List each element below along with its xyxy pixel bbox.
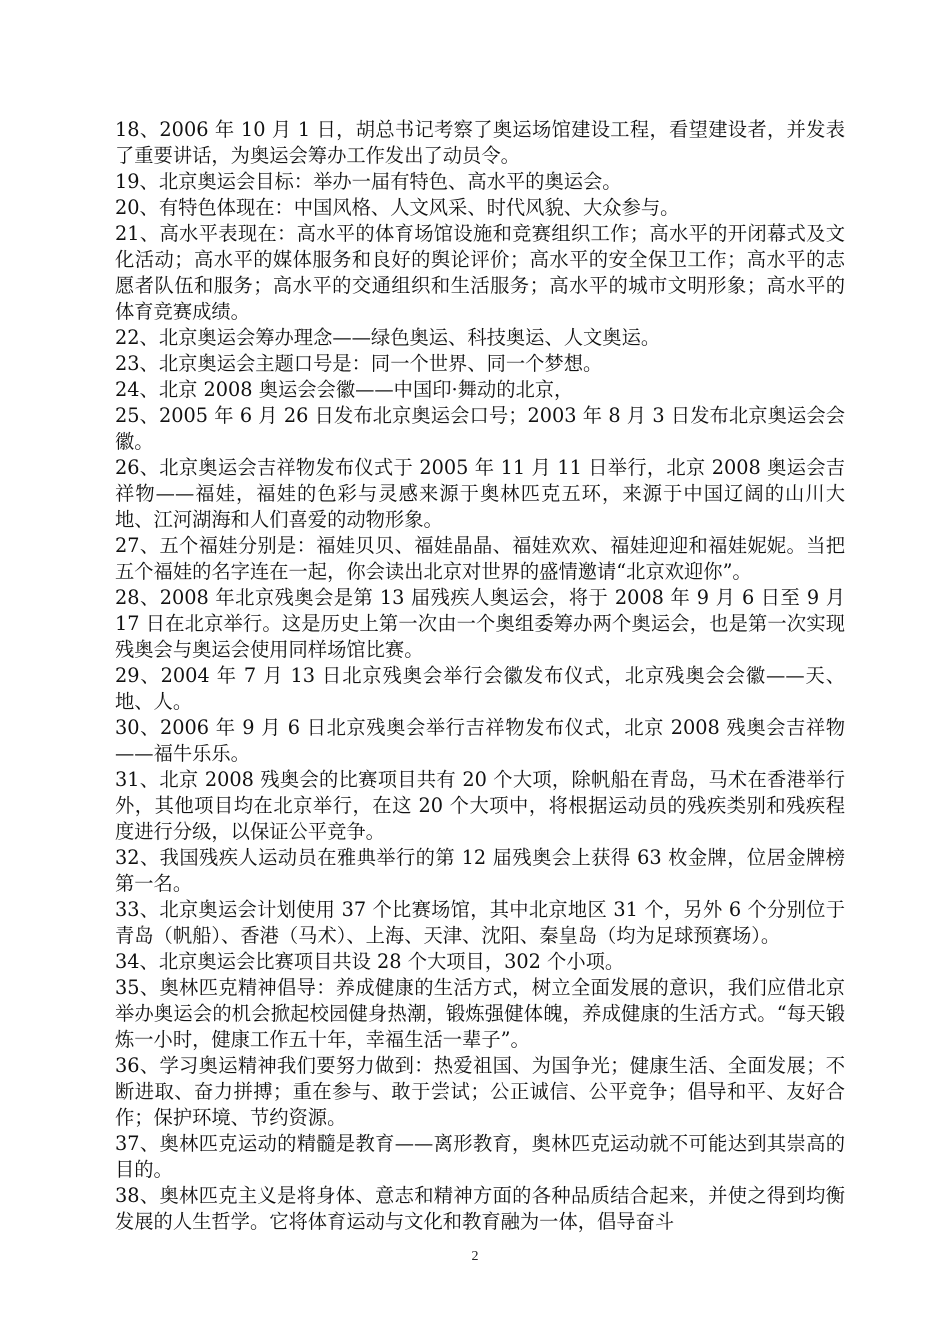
paragraph-37: 37、奥林匹克运动的精髓是教育——离形教育，奥林匹克运动就不可能达到其崇高的目的。 <box>115 1132 845 1181</box>
paragraph-30: 30、2006 年 9 月 6 日北京残奥会举行吉祥物发布仪式，北京 2008 残奥会吉祥物——福牛乐乐。 <box>115 716 845 765</box>
paragraph-38: 38、奥林匹克主义是将身体、意志和精神方面的各种品质结合起来，并使之得到均衡发展的人生哲学。它将体育运动与文化和教育融为一体，倡导奋斗 <box>115 1184 845 1233</box>
paragraph-33: 33、北京奥运会计划使用 37 个比赛场馆，其中北京地区 31 个，另外 6 个分别位于青岛（帆船）、香港（马术）、上海、天津、沈阳、秦皇岛（均为足球预赛场）。 <box>115 898 845 947</box>
document-body <box>115 117 845 1235</box>
paragraph-32: 32、我国残疾人运动员在雅典举行的第 12 届残奥会上获得 63 枚金牌，位居金牌榜第一名。 <box>115 846 845 895</box>
paragraph-29: 29、2004 年 7 月 13 日北京残奥会举行会徽发布仪式，北京残奥会会徽——天、地、人。 <box>115 664 845 713</box>
paragraph-36: 36、学习奥运精神我们要努力做到：热爱祖国、为国争光；健康生活、全面发展；不断进取、奋力拼搏；重在参与、敢于尝试；公正诚信、公平竞争；倡导和平、友好合作；保护环境、节约资源。 <box>115 1054 845 1129</box>
paragraph-22: 22、北京奥运会筹办理念——绿色奥运、科技奥运、人文奥运。 <box>115 326 661 349</box>
page-number: 2 <box>471 1249 479 1264</box>
paragraph-35: 35、奥林匹克精神倡导：养成健康的生活方式，树立全面发展的意识，我们应借北京举办奥运会的机会掀起校园健身热潮，锻炼强健体魄，养成健康的生活方式。“每天锻炼一小时，健康工作五十年，幸福生活一辈子”。 <box>115 976 845 1051</box>
paragraph-25: 25、2005 年 6 月 26 日发布北京奥运会口号；2003 年 8 月 3 日发布北京奥运会会徽。 <box>115 404 845 453</box>
paragraph-26: 26、北京奥运会吉祥物发布仪式于 2005 年 11 月 11 日举行，北京 2008 奥运会吉祥物——福娃，福娃的色彩与灵感来源于奥林匹克五环，来源于中国辽阔的山川大地、江河湖海和人们喜爱的动物形象。 <box>115 456 845 531</box>
paragraph-21: 21、高水平表现在：高水平的体育场馆设施和竞赛组织工作；高水平的开闭幕式及文化活动；高水平的媒体服务和良好的舆论评价；高水平的安全保卫工作；高水平的志愿者队伍和服务；高水平的交通组织和生活服务；高水平的城市文明形象；高水平的体育竞赛成绩。 <box>115 222 845 323</box>
paragraph-20: 20、有特色体现在：中国风格、人文风采、时代风貌、大众参与。 <box>115 196 680 219</box>
paragraph-24: 24、北京 2008 奥运会会徽——中国印·舞动的北京， <box>115 378 574 401</box>
paragraph-34: 34、北京奥运会比赛项目共设 28 个大项目，302 个小项。 <box>115 950 625 973</box>
paragraph-28: 28、2008 年北京残奥会是第 13 届残疾人奥运会，将于 2008 年 9 月 6 日至 9 月 17 日在北京举行。这是历史上第一次由一个奥组委筹办两个奥运会，也是第一次实现残奥会与奥运会使用同样场馆比赛。 <box>115 586 845 661</box>
paragraph-19: 19、北京奥运会目标：举办一届有特色、高水平的奥运会。 <box>115 170 622 193</box>
paragraph-23: 23、北京奥运会主题口号是：同一个世界、同一个梦想。 <box>115 352 603 375</box>
paragraph-27: 27、五个福娃分别是：福娃贝贝、福娃晶晶、福娃欢欢、福娃迎迎和福娃妮妮。当把五个福娃的名字连在一起，你会读出北京对世界的盛情邀请“北京欢迎你”。 <box>115 534 845 583</box>
paragraph-18: 18、2006 年 10 月 1 日，胡总书记考察了奥运场馆建设工程，看望建设者，并发表了重要讲话，为奥运会筹办工作发出了动员令。 <box>115 118 845 167</box>
paragraph-31: 31、北京 2008 残奥会的比赛项目共有 20 个大项，除帆船在青岛，马术在香港举行外，其他项目均在北京举行，在这 20 个大项中，将根据运动员的残疾类别和残疾程度进行分级，以保证公平竞争。 <box>115 768 845 843</box>
